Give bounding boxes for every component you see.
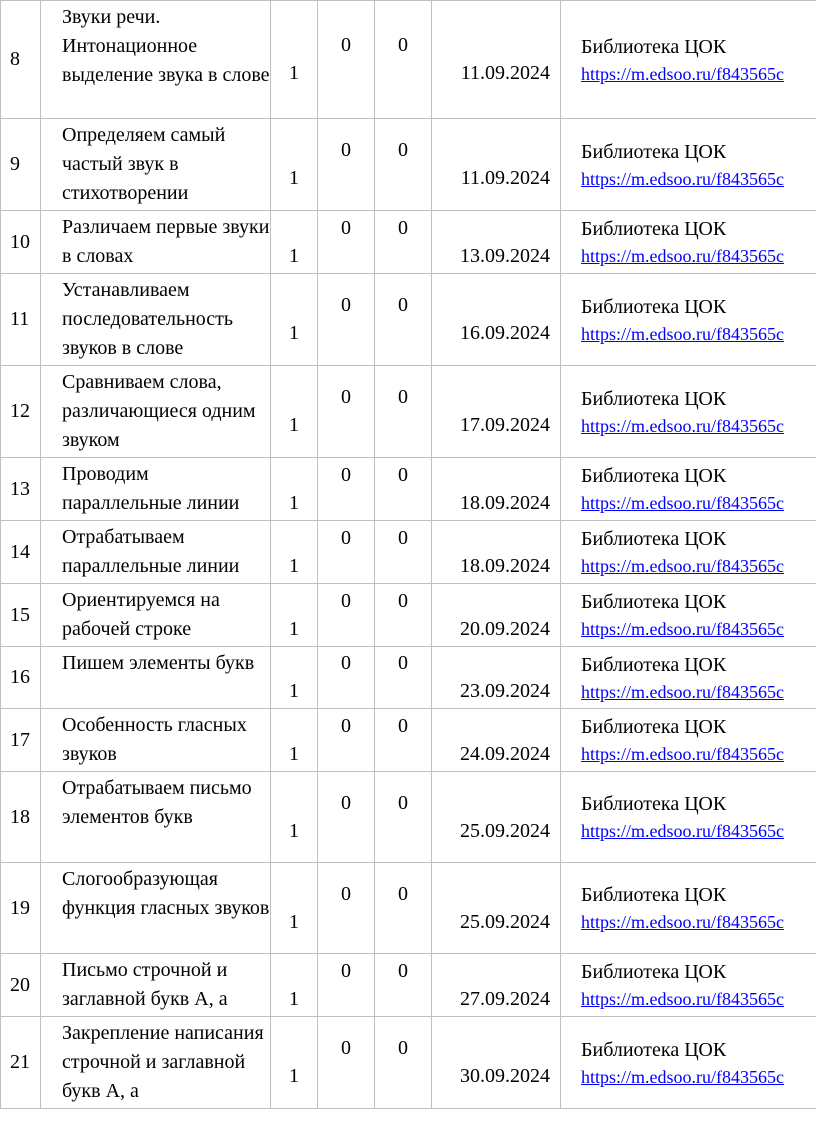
practical-works — [375, 1017, 432, 1109]
control-works-text: 0 — [341, 216, 351, 239]
table-row — [1, 1, 816, 119]
control-works — [318, 863, 375, 954]
lesson-hours-text: 1 — [289, 819, 299, 842]
digital-resource — [561, 954, 816, 1017]
lesson-topic-text: Проводим параллельные линии — [62, 463, 240, 514]
control-works-text: 0 — [341, 714, 351, 737]
lesson-topic-text: Письмо строчной и заглавной букв А, а — [62, 959, 228, 1010]
lesson-number-text: 9 — [10, 153, 20, 175]
lesson-topic-text: Сравниваем слова, различающиеся одним звуком — [62, 371, 256, 451]
digital-resource — [561, 119, 816, 211]
lesson-hours — [271, 863, 318, 954]
lesson-hours-text: 1 — [289, 322, 299, 344]
lesson-hours-text: 1 — [289, 1065, 299, 1087]
lesson-number-text: 19 — [10, 896, 30, 919]
resource-link[interactable]: https://m.edsoo.ru/f843565c — [581, 989, 784, 1009]
lesson-hours-text: 1 — [289, 62, 299, 84]
control-works — [318, 954, 375, 1017]
lesson-date-text: 13.09.2024 — [460, 244, 550, 267]
lesson-date — [432, 772, 561, 863]
lesson-topic-text: Слогообразующая функция гласных звуков — [62, 868, 270, 919]
table-row — [1, 119, 816, 211]
digital-resource — [561, 274, 816, 366]
lesson-number — [1, 772, 41, 863]
resource-link[interactable]: https://m.edsoo.ru/f843565c — [581, 681, 784, 702]
practical-works-text: 0 — [398, 216, 408, 239]
control-works — [318, 458, 375, 521]
table-row — [1, 521, 816, 584]
lesson-number-text: 12 — [10, 400, 30, 422]
lesson-number-text: 8 — [10, 48, 20, 70]
lesson-number-text: 16 — [10, 666, 30, 688]
practical-works-text: 0 — [398, 589, 408, 612]
lesson-hours — [271, 458, 318, 521]
table-row — [1, 954, 816, 1017]
lesson-number — [1, 709, 41, 772]
lesson-number — [1, 584, 41, 647]
lesson-hours-text: 1 — [289, 167, 299, 189]
control-works — [318, 211, 375, 274]
table-row — [1, 709, 816, 772]
lesson-topic — [41, 458, 271, 521]
lesson-hours-text: 1 — [289, 617, 299, 640]
lesson-number-text: 14 — [10, 540, 30, 563]
lesson-number — [1, 119, 41, 211]
practical-works-text: 0 — [398, 526, 408, 549]
lesson-hours — [271, 1017, 318, 1109]
lesson-number — [1, 1017, 41, 1109]
practical-works — [375, 119, 432, 211]
lesson-date — [432, 211, 561, 274]
lesson-hours-text: 1 — [289, 987, 299, 1010]
lesson-hours — [271, 772, 318, 863]
lesson-number-text: 11 — [10, 308, 30, 330]
resource-link[interactable]: https://m.edsoo.ru/f843565c — [581, 744, 784, 764]
lesson-number-text: 17 — [10, 728, 30, 751]
practical-works-text: 0 — [398, 386, 408, 408]
lesson-hours-text: 1 — [289, 491, 299, 514]
lesson-topic — [41, 1017, 271, 1109]
control-works-text: 0 — [341, 463, 351, 486]
lesson-topic — [41, 274, 271, 366]
resource-title: Библиотека ЦОК — [581, 591, 727, 613]
lesson-topic — [41, 584, 271, 647]
resource-title: Библиотека ЦОК — [581, 140, 727, 163]
practical-works-text: 0 — [398, 463, 408, 486]
practical-works — [375, 458, 432, 521]
lesson-topic — [41, 1, 271, 119]
lesson-number — [1, 274, 41, 366]
lesson-date-text: 11.09.2024 — [460, 167, 550, 189]
lesson-date — [432, 584, 561, 647]
practical-works — [375, 863, 432, 954]
lesson-topic-text: Отрабатываем параллельные линии — [62, 526, 240, 577]
digital-resource — [561, 584, 816, 647]
lesson-topic-text: Закрепление написания строчной и заглавной букв А, а — [62, 1022, 264, 1102]
resource-title: Библиотека ЦОК — [581, 1038, 727, 1061]
control-works — [318, 1, 375, 119]
lesson-hours-text: 1 — [289, 414, 299, 436]
lesson-date-text: 20.09.2024 — [460, 617, 550, 640]
lesson-topic-text: Отрабатываем письмо элементов букв — [62, 777, 252, 828]
lesson-topic — [41, 772, 271, 863]
lesson-topic — [41, 366, 271, 458]
lesson-date — [432, 1, 561, 119]
table-row — [1, 458, 816, 521]
control-works-text: 0 — [341, 1037, 351, 1059]
lesson-number-text: 15 — [10, 603, 30, 626]
lesson-number-text: 13 — [10, 477, 30, 500]
control-works-text: 0 — [341, 386, 351, 408]
lessons-table-body — [1, 1, 816, 1109]
lesson-date — [432, 1017, 561, 1109]
lesson-hours-text: 1 — [289, 680, 299, 702]
lesson-topic-text: Различаем первые звуки в словах — [62, 216, 270, 267]
control-works-text: 0 — [341, 959, 351, 982]
digital-resource — [561, 521, 816, 584]
lesson-number — [1, 366, 41, 458]
digital-resource — [561, 647, 816, 709]
lesson-hours — [271, 119, 318, 211]
table-row — [1, 1017, 816, 1109]
lesson-topic — [41, 709, 271, 772]
control-works — [318, 1017, 375, 1109]
lesson-date — [432, 954, 561, 1017]
control-works — [318, 366, 375, 458]
lesson-date-text: 25.09.2024 — [460, 819, 550, 842]
practical-works — [375, 211, 432, 274]
lesson-topic — [41, 647, 271, 709]
table-row — [1, 211, 816, 274]
control-works — [318, 584, 375, 647]
practical-works — [375, 772, 432, 863]
lesson-date-text: 27.09.2024 — [460, 987, 550, 1010]
digital-resource — [561, 772, 816, 863]
practical-works-text: 0 — [398, 294, 408, 316]
lesson-date — [432, 119, 561, 211]
lesson-date — [432, 458, 561, 521]
control-works-text: 0 — [341, 34, 351, 56]
lesson-hours — [271, 1, 318, 119]
lesson-number-text: 20 — [10, 973, 30, 996]
control-works — [318, 521, 375, 584]
practical-works-text: 0 — [398, 1037, 408, 1059]
control-works-text: 0 — [341, 294, 351, 316]
resource-link[interactable]: https://m.edsoo.ru/f843565c — [581, 912, 784, 932]
lesson-topic — [41, 863, 271, 954]
lesson-topic — [41, 954, 271, 1017]
practical-works-text: 0 — [398, 34, 408, 56]
lesson-date-text: 18.09.2024 — [460, 491, 550, 514]
lesson-hours — [271, 211, 318, 274]
practical-works — [375, 584, 432, 647]
resource-link[interactable]: https://m.edsoo.ru/f843565c — [581, 619, 784, 639]
resource-title: Библиотека ЦОК — [581, 653, 727, 676]
lesson-topic — [41, 211, 271, 274]
lesson-date — [432, 647, 561, 709]
lesson-date — [432, 274, 561, 366]
lesson-topic — [41, 521, 271, 584]
control-works-text: 0 — [341, 589, 351, 612]
lesson-hours-text: 1 — [289, 554, 299, 577]
digital-resource — [561, 366, 816, 458]
table-row — [1, 772, 816, 863]
digital-resource — [561, 1, 816, 119]
lesson-date-text: 11.09.2024 — [460, 62, 550, 84]
lesson-number — [1, 954, 41, 1017]
practical-works — [375, 954, 432, 1017]
lesson-hours-text: 1 — [289, 910, 299, 933]
control-works-text: 0 — [341, 526, 351, 549]
digital-resource — [561, 709, 816, 772]
digital-resource — [561, 211, 816, 274]
lesson-date-text: 18.09.2024 — [460, 554, 550, 577]
control-works — [318, 274, 375, 366]
practical-works — [375, 366, 432, 458]
resource-title: Библиотека ЦОК — [581, 528, 727, 550]
practical-works — [375, 709, 432, 772]
lesson-topic-text: Особенность гласных звуков — [62, 714, 247, 765]
lesson-hours — [271, 274, 318, 366]
control-works — [318, 772, 375, 863]
lesson-hours — [271, 521, 318, 584]
resource-link[interactable]: https://m.edsoo.ru/f843565c — [581, 63, 784, 84]
practical-works — [375, 1, 432, 119]
resource-link[interactable]: https://m.edsoo.ru/f843565c — [581, 415, 784, 436]
lesson-date — [432, 863, 561, 954]
lesson-number — [1, 647, 41, 709]
control-works — [318, 709, 375, 772]
table-row — [1, 647, 816, 709]
lesson-number-text: 21 — [10, 1051, 30, 1073]
practical-works — [375, 647, 432, 709]
practical-works — [375, 274, 432, 366]
lesson-hours — [271, 954, 318, 1017]
lesson-topic-text: Звуки речи. Интонационное выделение звука в слове — [62, 6, 270, 86]
resource-title: Библиотека ЦОК — [581, 465, 727, 487]
lesson-number — [1, 1, 41, 119]
lesson-hours — [271, 647, 318, 709]
lesson-date-text: 25.09.2024 — [460, 910, 550, 933]
lesson-date-text: 16.09.2024 — [460, 322, 550, 344]
control-works-text: 0 — [341, 139, 351, 161]
practical-works-text: 0 — [398, 959, 408, 982]
lesson-date-text: 24.09.2024 — [460, 742, 550, 765]
digital-resource — [561, 458, 816, 521]
lesson-hours — [271, 709, 318, 772]
lesson-date — [432, 366, 561, 458]
lesson-date-text: 17.09.2024 — [460, 414, 550, 436]
lesson-topic-text: Пишем элементы букв — [62, 652, 255, 674]
table-row — [1, 366, 816, 458]
control-works-text: 0 — [341, 882, 351, 905]
lesson-number-text: 10 — [10, 230, 30, 253]
resource-title: Библиотека ЦОК — [581, 35, 727, 58]
table-row — [1, 863, 816, 954]
resource-link[interactable]: https://m.edsoo.ru/f843565c — [581, 323, 784, 344]
lesson-date-text: 23.09.2024 — [460, 680, 550, 702]
resource-link[interactable]: https://m.edsoo.ru/f843565c — [581, 556, 784, 576]
digital-resource — [561, 863, 816, 954]
practical-works-text: 0 — [398, 139, 408, 161]
resource-title: Библиотека ЦОК — [581, 295, 727, 318]
practical-works-text: 0 — [398, 714, 408, 737]
lesson-number — [1, 458, 41, 521]
table-row — [1, 584, 816, 647]
resource-link[interactable]: https://m.edsoo.ru/f843565c — [581, 168, 784, 189]
resource-title: Библиотека ЦОК — [581, 884, 727, 906]
resource-link[interactable]: https://m.edsoo.ru/f843565c — [581, 493, 784, 513]
resource-title: Библиотека ЦОК — [581, 218, 727, 240]
lesson-hours-text: 1 — [289, 742, 299, 765]
control-works — [318, 119, 375, 211]
practical-works-text: 0 — [398, 652, 408, 674]
control-works-text: 0 — [341, 652, 351, 674]
table-row — [1, 274, 816, 366]
resource-link[interactable]: https://m.edsoo.ru/f843565c — [581, 821, 784, 841]
resource-title: Библиотека ЦОК — [581, 961, 727, 983]
lesson-topic — [41, 119, 271, 211]
lesson-hours — [271, 584, 318, 647]
resource-link[interactable]: https://m.edsoo.ru/f843565c — [581, 1066, 784, 1087]
resource-title: Библиотека ЦОК — [581, 793, 727, 815]
resource-title: Библиотека ЦОК — [581, 716, 727, 738]
practical-works — [375, 521, 432, 584]
lesson-hours-text: 1 — [289, 244, 299, 267]
lesson-date-text: 30.09.2024 — [460, 1065, 550, 1087]
lesson-hours — [271, 366, 318, 458]
lesson-date — [432, 709, 561, 772]
lesson-topic-text: Устанавливаем последовательность звуков в слове — [62, 279, 234, 359]
resource-link[interactable]: https://m.edsoo.ru/f843565c — [581, 246, 784, 266]
practical-works-text: 0 — [398, 882, 408, 905]
lesson-topic-text: Ориентируемся на рабочей строке — [62, 589, 220, 640]
control-works-text: 0 — [341, 791, 351, 814]
lesson-date — [432, 521, 561, 584]
lesson-number-text: 18 — [10, 805, 30, 828]
resource-title: Библиотека ЦОК — [581, 387, 727, 410]
control-works — [318, 647, 375, 709]
lesson-number — [1, 521, 41, 584]
digital-resource — [561, 1017, 816, 1109]
practical-works-text: 0 — [398, 791, 408, 814]
lesson-number — [1, 863, 41, 954]
lesson-topic-text: Определяем самый частый звук в стихотворении — [62, 124, 226, 204]
lesson-number — [1, 211, 41, 274]
